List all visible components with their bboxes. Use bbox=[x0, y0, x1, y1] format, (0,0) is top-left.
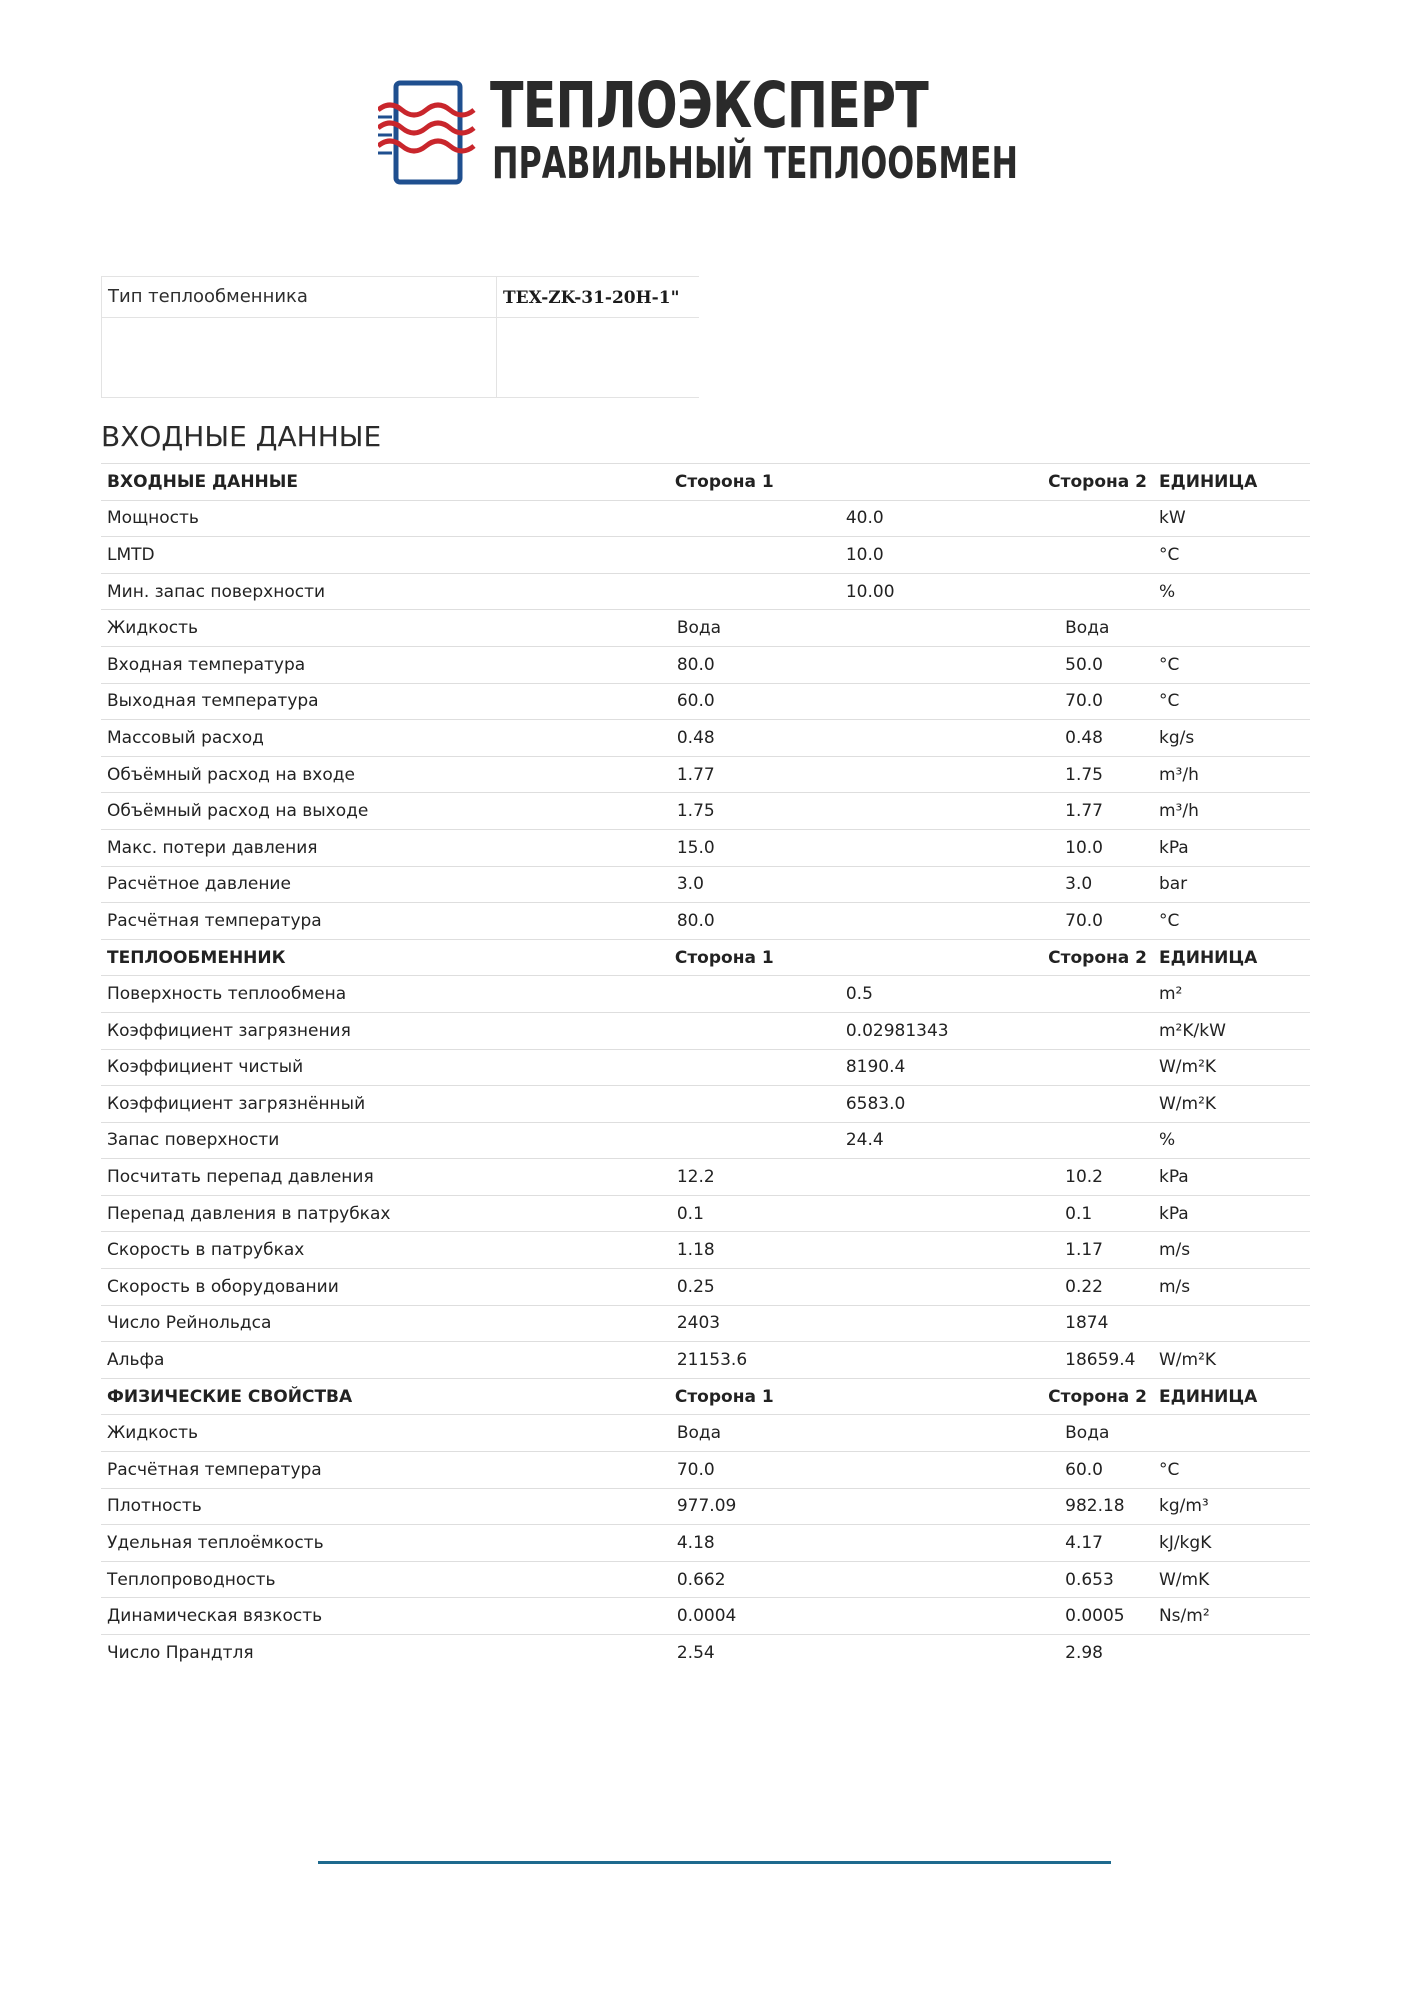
row-value-side1: 12.2 bbox=[676, 1167, 715, 1188]
table-row bbox=[101, 793, 1310, 830]
row-unit: m/s bbox=[1158, 1276, 1191, 1297]
row-value-side2: 18659.4 bbox=[1065, 1350, 1136, 1371]
table-row bbox=[101, 866, 1310, 903]
row-value-combined: 40.0 bbox=[845, 508, 884, 529]
row-unit: kJ/kgK bbox=[1158, 1533, 1212, 1554]
row-label: Жидкость bbox=[107, 1423, 199, 1444]
row-label: Расчётная температура bbox=[107, 1459, 322, 1480]
row-value-side1: 0.0004 bbox=[676, 1606, 737, 1627]
row-value-side2: 0.22 bbox=[1065, 1276, 1103, 1297]
row-value-combined: 10.00 bbox=[845, 581, 895, 602]
row-label: Скорость в оборудовании bbox=[107, 1276, 339, 1297]
section-title: ВХОДНЫЕ ДАННЫЕ bbox=[101, 420, 382, 453]
row-unit: kPa bbox=[1158, 1203, 1189, 1224]
row-label: Удельная теплоёмкость bbox=[107, 1533, 324, 1554]
logo-title: ТЕПЛОЭКСПЕРТ bbox=[490, 69, 928, 142]
row-label: Массовый расход bbox=[107, 727, 264, 748]
row-unit: W/m²K bbox=[1158, 1350, 1217, 1371]
table-row bbox=[101, 1635, 1310, 1672]
row-value-side2: 0.1 bbox=[1065, 1203, 1093, 1224]
row-unit: kg/m³ bbox=[1158, 1496, 1209, 1517]
row-unit: °C bbox=[1158, 691, 1180, 712]
row-value-side2: 0.48 bbox=[1065, 727, 1103, 748]
header-unit: ЕДИНИЦА bbox=[1158, 947, 1258, 968]
row-label: Теплопроводность bbox=[107, 1569, 276, 1590]
row-label: Мощность bbox=[107, 508, 199, 529]
row-label: Объёмный расход на выходе bbox=[107, 801, 369, 822]
table-row bbox=[101, 1269, 1310, 1306]
header-side1: Сторона 1 bbox=[674, 471, 774, 492]
row-value-side2: 70.0 bbox=[1065, 691, 1103, 712]
table-row bbox=[101, 500, 1310, 537]
table-row bbox=[101, 1049, 1310, 1086]
table-row bbox=[101, 720, 1310, 757]
row-label: Динамическая вязкость bbox=[107, 1606, 323, 1627]
data-table bbox=[101, 463, 1310, 1671]
row-value-side1: 0.25 bbox=[676, 1276, 715, 1297]
row-value-side2: 1.75 bbox=[1065, 764, 1103, 785]
row-label: Запас поверхности bbox=[107, 1130, 280, 1151]
row-value-side1: 3.0 bbox=[676, 874, 704, 895]
row-unit: bar bbox=[1158, 874, 1188, 895]
row-unit: kg/s bbox=[1158, 727, 1195, 748]
row-label: Расчётная температура bbox=[107, 910, 322, 931]
row-value-combined: 0.5 bbox=[845, 984, 873, 1005]
table-row bbox=[101, 1342, 1310, 1379]
header-side1: Сторона 1 bbox=[674, 1386, 774, 1407]
row-value-side1: 2403 bbox=[676, 1313, 721, 1334]
row-value-side2: 4.17 bbox=[1065, 1533, 1103, 1554]
row-unit: % bbox=[1158, 581, 1176, 602]
row-value-combined: 10.0 bbox=[845, 544, 884, 565]
table-row bbox=[101, 1598, 1310, 1635]
row-value-side2: 3.0 bbox=[1065, 874, 1093, 895]
row-unit bbox=[1153, 610, 1310, 647]
footer-divider bbox=[318, 1861, 1111, 1864]
row-label: Число Прандтля bbox=[107, 1643, 254, 1664]
table-row bbox=[101, 646, 1310, 683]
row-unit: W/m²K bbox=[1158, 1093, 1217, 1114]
row-value-side1: 0.662 bbox=[676, 1569, 726, 1590]
table-row bbox=[101, 1195, 1310, 1232]
row-value-side2: 982.18 bbox=[1065, 1496, 1125, 1517]
row-unit bbox=[1153, 1415, 1310, 1452]
exchanger-type-table bbox=[101, 276, 699, 398]
row-value-side2: 10.0 bbox=[1065, 837, 1103, 858]
row-value-side2: 1874 bbox=[1065, 1313, 1109, 1334]
table-row bbox=[101, 1452, 1310, 1489]
header-side2: Сторона 2 bbox=[1048, 947, 1147, 968]
row-value-side2: Вода bbox=[1065, 618, 1110, 639]
table-row bbox=[101, 537, 1310, 574]
table-section-header bbox=[101, 1378, 1310, 1415]
row-value-side1: Вода bbox=[676, 1423, 722, 1444]
row-value-combined: 6583.0 bbox=[845, 1093, 906, 1114]
row-value-side2: 1.77 bbox=[1065, 801, 1103, 822]
row-unit: °C bbox=[1158, 654, 1180, 675]
row-value-side2: 0.0005 bbox=[1065, 1606, 1125, 1627]
row-label: Мин. запас поверхности bbox=[107, 581, 326, 602]
row-label: Посчитать перепад давления bbox=[107, 1167, 374, 1188]
row-value-side1: 80.0 bbox=[676, 910, 715, 931]
table-section-header bbox=[101, 464, 1310, 501]
table-row bbox=[101, 610, 1310, 647]
header-label: ФИЗИЧЕСКИЕ СВОЙСТВА bbox=[107, 1386, 353, 1407]
row-label: Плотность bbox=[107, 1496, 202, 1517]
table-row bbox=[101, 1086, 1310, 1123]
row-label: Выходная температура bbox=[107, 691, 319, 712]
row-label: Объёмный расход на входе bbox=[107, 764, 355, 785]
row-unit: kPa bbox=[1158, 837, 1189, 858]
row-unit: kW bbox=[1158, 508, 1186, 529]
row-value-side2: 1.17 bbox=[1065, 1240, 1103, 1261]
row-unit: °C bbox=[1158, 910, 1180, 931]
header-unit: ЕДИНИЦА bbox=[1158, 471, 1258, 492]
row-unit: m² bbox=[1158, 984, 1183, 1005]
row-value-side2: 10.2 bbox=[1065, 1167, 1103, 1188]
row-unit: m³/h bbox=[1158, 801, 1199, 822]
row-value-side1: 977.09 bbox=[676, 1496, 737, 1517]
row-value-side1: 0.48 bbox=[676, 727, 715, 748]
table-row bbox=[101, 1415, 1310, 1452]
header-side2: Сторона 2 bbox=[1048, 471, 1147, 492]
row-value-side1: 1.75 bbox=[676, 801, 715, 822]
row-value-combined: 8190.4 bbox=[845, 1057, 906, 1078]
table-row bbox=[101, 976, 1310, 1013]
row-label: Число Рейнольдса bbox=[107, 1313, 272, 1334]
row-unit: W/mK bbox=[1158, 1569, 1210, 1590]
table-row bbox=[101, 1305, 1310, 1342]
header-label: ТЕПЛООБМЕННИК bbox=[107, 947, 286, 968]
row-value-side1: 4.18 bbox=[676, 1533, 715, 1554]
header-unit: ЕДИНИЦА bbox=[1158, 1386, 1258, 1407]
row-label: Коэффициент загрязнённый bbox=[107, 1093, 366, 1114]
row-value-side1: Вода bbox=[676, 618, 722, 639]
logo-subtitle: ПРАВИЛЬНЫЙ ТЕПЛООБМЕН bbox=[492, 138, 1019, 189]
row-value-side1: 70.0 bbox=[676, 1459, 715, 1480]
row-unit bbox=[1153, 1305, 1310, 1342]
row-unit: W/m²K bbox=[1158, 1057, 1217, 1078]
row-value-side1: 0.1 bbox=[676, 1203, 704, 1224]
table-row bbox=[101, 573, 1310, 610]
row-value-side2: 70.0 bbox=[1065, 910, 1103, 931]
row-unit: m³/h bbox=[1158, 764, 1199, 785]
row-value-side2: Вода bbox=[1065, 1423, 1110, 1444]
table-row bbox=[101, 1561, 1310, 1598]
exchanger-type-blank-row bbox=[101, 318, 699, 398]
row-value-side2: 50.0 bbox=[1065, 654, 1103, 675]
row-unit: °C bbox=[1158, 1459, 1180, 1480]
row-label: Перепад давления в патрубках bbox=[107, 1203, 391, 1224]
table-row bbox=[101, 1232, 1310, 1269]
table-row bbox=[101, 1488, 1310, 1525]
row-value-side2: 2.98 bbox=[1065, 1643, 1103, 1664]
row-value-side1: 60.0 bbox=[676, 691, 715, 712]
table-row bbox=[101, 1525, 1310, 1562]
row-label: LMTD bbox=[107, 544, 155, 565]
table-row bbox=[101, 903, 1310, 940]
exchanger-type-value: TEX-ZK-31-20H-1" bbox=[503, 288, 680, 308]
header-side2: Сторона 2 bbox=[1048, 1386, 1147, 1407]
row-value-side1: 2.54 bbox=[676, 1643, 715, 1664]
row-label: Макс. потери давления bbox=[107, 837, 318, 858]
row-unit: % bbox=[1158, 1130, 1176, 1151]
row-label: Коэффициент загрязнения bbox=[107, 1020, 351, 1041]
row-value-side1: 80.0 bbox=[676, 654, 715, 675]
row-value-side1: 1.77 bbox=[676, 764, 715, 785]
table-row bbox=[101, 1012, 1310, 1049]
row-label: Расчётное давление bbox=[107, 874, 291, 895]
row-unit bbox=[1153, 1635, 1310, 1672]
row-label: Скорость в патрубках bbox=[107, 1240, 305, 1261]
row-value-side1: 1.18 bbox=[676, 1240, 715, 1261]
row-value-side1: 21153.6 bbox=[676, 1350, 748, 1371]
table-row bbox=[101, 1159, 1310, 1196]
table-row bbox=[101, 1122, 1310, 1159]
row-label: Поверхность теплообмена bbox=[107, 984, 347, 1005]
table-row bbox=[101, 829, 1310, 866]
table-row bbox=[101, 756, 1310, 793]
row-label: Альфа bbox=[107, 1350, 165, 1371]
row-value-side1: 15.0 bbox=[676, 837, 715, 858]
heat-exchanger-logo-icon bbox=[378, 70, 478, 192]
header-label: ВХОДНЫЕ ДАННЫЕ bbox=[107, 471, 299, 492]
table-row bbox=[101, 683, 1310, 720]
row-unit: Ns/m² bbox=[1158, 1606, 1210, 1627]
company-logo bbox=[378, 69, 1019, 192]
row-unit: kPa bbox=[1158, 1167, 1189, 1188]
row-unit: m/s bbox=[1158, 1240, 1191, 1261]
header-side1: Сторона 1 bbox=[674, 947, 774, 968]
row-unit: m²K/kW bbox=[1158, 1020, 1226, 1041]
row-value-side2: 0.653 bbox=[1065, 1569, 1114, 1590]
row-unit: °C bbox=[1158, 544, 1180, 565]
table-section-header bbox=[101, 939, 1310, 976]
row-label: Жидкость bbox=[107, 618, 199, 639]
row-value-combined: 24.4 bbox=[845, 1130, 884, 1151]
row-label: Входная температура bbox=[107, 654, 306, 675]
exchanger-type-label: Тип теплообменника bbox=[101, 277, 497, 317]
row-value-combined: 0.02981343 bbox=[845, 1020, 949, 1041]
row-label: Коэффициент чистый bbox=[107, 1057, 304, 1078]
row-value-side2: 60.0 bbox=[1065, 1459, 1103, 1480]
